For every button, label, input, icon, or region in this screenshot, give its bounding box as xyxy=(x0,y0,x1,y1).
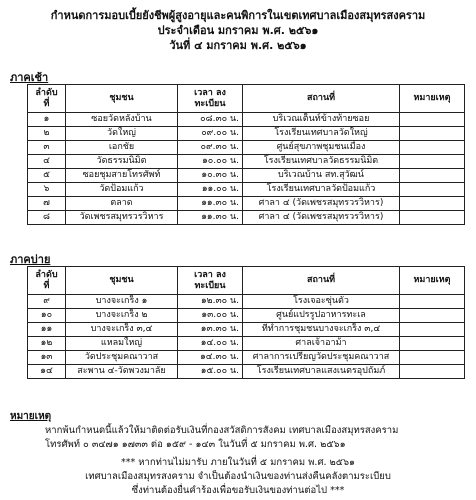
column-header-place: สถานที่ xyxy=(243,267,400,295)
column-header-place: สถานที่ xyxy=(243,85,400,113)
row-number-cell: ๔ xyxy=(28,155,66,169)
row-number-cell: ๑๓ xyxy=(28,351,66,365)
remark-cell xyxy=(400,337,465,351)
time-cell: ๑๑.๓๐ น. xyxy=(178,197,243,211)
note-line-1: หากพ้นกำหนดนี้แล้วให้มาติดต่อรับเงินที่กองสวัสดิการสังคม เทศบาลเมืองสมุทรสงคราม xyxy=(45,425,399,436)
time-cell: ๑๒.๓๐ น. xyxy=(178,295,243,309)
remark-cell xyxy=(400,197,465,211)
remark-cell xyxy=(400,155,465,169)
table-row xyxy=(28,365,465,379)
community-cell: เอกชัย xyxy=(66,141,178,155)
time-cell: ๑๕.๐๐ น. xyxy=(178,365,243,379)
time-cell: ๑๐.๐๐ น. xyxy=(178,155,243,169)
table-row xyxy=(28,323,465,337)
morning-schedule-table xyxy=(27,84,465,225)
community-cell: บางจะเกร็ง ๒ xyxy=(66,309,178,323)
time-cell: ๑๓.๓๐ น. xyxy=(178,323,243,337)
document-date: วันที่ ๔ มกราคม พ.ศ. ๒๕๖๑ xyxy=(169,39,307,52)
time-cell: ๑๔.๐๐ น. xyxy=(178,337,243,351)
column-header-no: ลำดับ ที่ xyxy=(28,85,66,113)
table-row xyxy=(28,295,465,309)
afternoon-section-title: ภาคบ่าย xyxy=(10,253,51,266)
community-cell: วัดธรรมนิมิต xyxy=(66,155,178,169)
community-cell: สะพาน ๔-วัดพวงมาลัย xyxy=(66,365,178,379)
place-cell: โรงเรียนเทศบาลแสงเนตรอุปถัมภ์ xyxy=(243,365,400,379)
document-title: กำหนดการมอบเบี้ยยังชีพผู้สูงอายุและคนพิการในเขตเทศบาลเมืองสมุทรสงคราม xyxy=(50,9,426,22)
remark-cell xyxy=(400,295,465,309)
row-number-cell: ๑๒ xyxy=(28,337,66,351)
place-cell: โรงเรียนเทศบาลวัดธรรมนิมิต xyxy=(243,155,400,169)
row-number-cell: ๙ xyxy=(28,295,66,309)
footer-line-3: ซึ่งท่านต้องยื่นคำร้องเพื่อขอรับเงินของท่านต่อไป *** xyxy=(131,485,345,496)
community-cell: วัดเพชรสมุทรวรวิหาร xyxy=(66,211,178,225)
place-cell: ศูนย์สุขภาพชุมชนเมือง xyxy=(243,141,400,155)
column-header-time: เวลา ลงทะเบียน xyxy=(178,85,243,113)
remark-cell xyxy=(400,141,465,155)
place-cell: โรงเรียนเทศบาลวัดป้อมแก้ว xyxy=(243,183,400,197)
place-cell: โรงเรียนเทศบาลวัดใหญ่ xyxy=(243,127,400,141)
note-label: หมายเหตุ xyxy=(10,411,52,422)
community-cell: วัดใหญ่ xyxy=(66,127,178,141)
time-cell: ๑๑.๐๐ น. xyxy=(178,183,243,197)
community-cell: บางจะเกร็ง ๑ xyxy=(66,295,178,309)
row-number-cell: ๘ xyxy=(28,211,66,225)
place-cell: ศาลเจ้าอาม้า xyxy=(243,337,400,351)
time-cell: ๐๙.๐๐ น. xyxy=(178,127,243,141)
place-cell: ศาลาการเปรียญวัดประชุมคณาวาส xyxy=(243,351,400,365)
row-number-cell: ๑๑ xyxy=(28,323,66,337)
footer-line-2: เทศบาลเมืองสมุทรสงคราม จำเป็นต้องนำเงินของท่านส่งคืนคลังตามระเบียบ xyxy=(85,471,391,482)
time-cell: ๑๔.๓๐ น. xyxy=(178,351,243,365)
row-number-cell: ๗ xyxy=(28,197,66,211)
time-cell: ๑๑.๓๐ น. xyxy=(178,211,243,225)
row-number-cell: ๕ xyxy=(28,169,66,183)
place-cell: ที่ทำการชุมชนบางจะเกร็ง ๓,๔ xyxy=(243,323,400,337)
remark-cell xyxy=(400,183,465,197)
column-header-community: ชุมชน xyxy=(66,267,178,295)
table-row xyxy=(28,309,465,323)
table-row xyxy=(28,183,465,197)
remark-cell xyxy=(400,169,465,183)
place-cell: ศูนย์แปรรูปอาหารทะเล xyxy=(243,309,400,323)
morning-section-title: ภาคเช้า xyxy=(10,71,49,84)
time-cell: ๑๓.๐๐ น. xyxy=(178,309,243,323)
document-month: ประจำเดือน มกราคม พ.ศ. ๒๕๖๑ xyxy=(157,24,319,37)
time-cell: ๐๘.๓๐ น. xyxy=(178,113,243,127)
place-cell: บริเวณเต็นท์ข้างท้ายซอย xyxy=(243,113,400,127)
place-cell: บริเวณบ้าน สท.สุวัฒน์ xyxy=(243,169,400,183)
afternoon-schedule-table xyxy=(27,266,465,379)
community-cell: วัดป้อมแก้ว xyxy=(66,183,178,197)
row-number-cell: ๑ xyxy=(28,113,66,127)
place-cell: ศาลา ๔ (วัดเพชรสมุทรวรวิหาร) xyxy=(243,197,400,211)
remark-cell xyxy=(400,323,465,337)
table-row xyxy=(28,337,465,351)
footer-line-1: *** หากท่านไม่มารับ ภายในวันที่ ๕ มกราคม พ.ศ. ๒๕๖๑ xyxy=(120,457,356,468)
community-cell: วัดประชุมคณาวาส xyxy=(66,351,178,365)
time-cell: ๐๙.๓๐ น. xyxy=(178,141,243,155)
column-header-remark: หมายเหตุ xyxy=(400,85,465,113)
place-cell: โรงเจอะซุ่นตั๋ว xyxy=(243,295,400,309)
table-header-row xyxy=(28,85,465,113)
community-cell: ตลาด xyxy=(66,197,178,211)
note-line-2: โทรศัพท์ ๐ ๓๔๗๑ ๑๗๓๓ ต่อ ๑๕๙ - ๑๔๓ ในวันที่ ๕ มกราคม พ.ศ. ๒๕๖๑ xyxy=(45,439,346,450)
column-header-community: ชุมชน xyxy=(66,85,178,113)
remark-cell xyxy=(400,351,465,365)
community-cell: ซอยวัดหลังบ้าน xyxy=(66,113,178,127)
table-row xyxy=(28,127,465,141)
remark-cell xyxy=(400,365,465,379)
place-cell: ศาลา ๔ (วัดเพชรสมุทรวรวิหาร) xyxy=(243,211,400,225)
column-header-no: ลำดับ ที่ xyxy=(28,267,66,295)
community-cell: ซอยชุมสายโทรศัพท์ xyxy=(66,169,178,183)
table-row xyxy=(28,169,465,183)
community-cell: แหลมใหญ่ xyxy=(66,337,178,351)
table-row xyxy=(28,351,465,365)
table-row xyxy=(28,211,465,225)
table-header-row xyxy=(28,267,465,295)
table-row xyxy=(28,155,465,169)
remark-cell xyxy=(400,113,465,127)
table-row xyxy=(28,113,465,127)
column-header-remark: หมายเหตุ xyxy=(400,267,465,295)
row-number-cell: ๑๔ xyxy=(28,365,66,379)
remark-cell xyxy=(400,309,465,323)
row-number-cell: ๑๐ xyxy=(28,309,66,323)
table-row xyxy=(28,141,465,155)
community-cell: บางจะเกร็ง ๓,๔ xyxy=(66,323,178,337)
row-number-cell: ๒ xyxy=(28,127,66,141)
time-cell: ๑๐.๓๐ น. xyxy=(178,169,243,183)
row-number-cell: ๓ xyxy=(28,141,66,155)
table-row xyxy=(28,197,465,211)
remark-cell xyxy=(400,211,465,225)
remark-cell xyxy=(400,127,465,141)
row-number-cell: ๖ xyxy=(28,183,66,197)
column-header-time: เวลา ลงทะเบียน xyxy=(178,267,243,295)
